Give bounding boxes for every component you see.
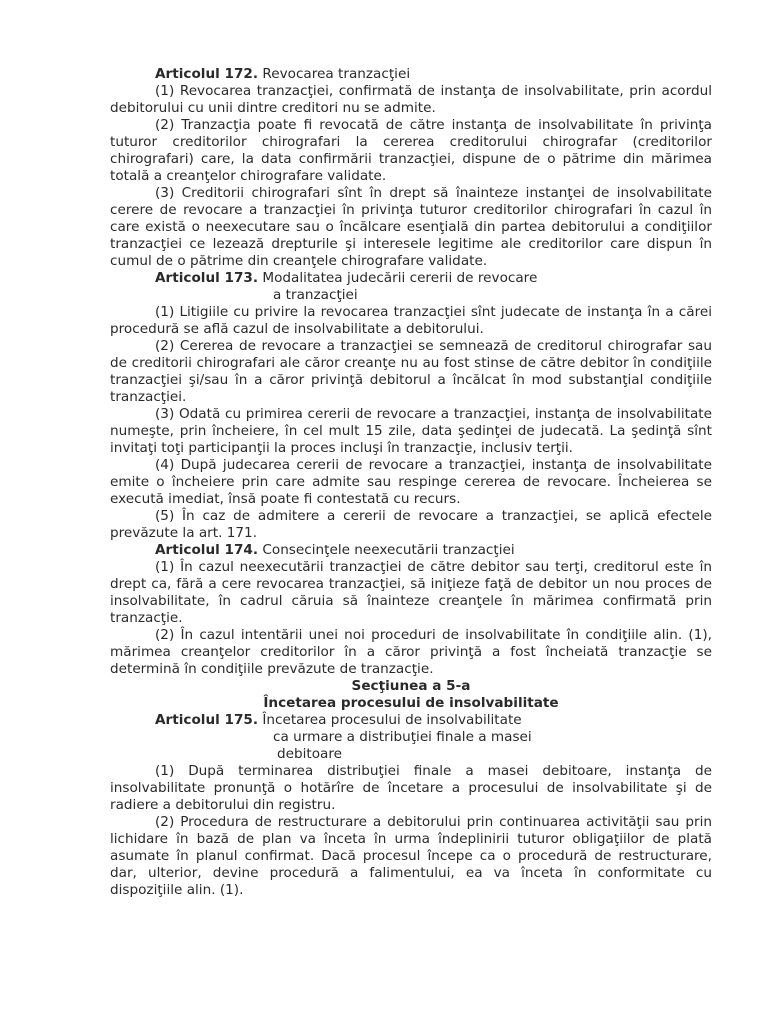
- article-173-title-continued: a tranzacţiei: [273, 287, 358, 303]
- article-172-paragraph-2: (2) Tranzacţia poate fi revocată de către instanţa de insolvabilitate în privinţa tuturor creditorilor chirografari la cererea creditorului chirografar (creditorilor chirografari) care, la data confirmării tranzacţiei, dispune de o pătrime din mărimea totală a creanţelor chirografare validate.: [110, 117, 712, 184]
- article-173-paragraph-5: (5) În caz de admitere a cererii de revocare a tranzacţiei, se aplică efectele prevăzute la art. 171.: [110, 508, 712, 541]
- article-172-paragraph-3: (3) Creditorii chirografari sînt în drept să înainteze instanţei de insolvabilitate cerere de revocare a tranzacţiei în privinţa tuturor creditorilor chirografari în cazul în care există o neexecutare sau o încălcare esenţială din partea debitorului a condiţiilor tranzacţiei ce lezează drepturile şi interesele legitime ale creditorilor care dispun în cumul de o pătrime din creanţele chirografare validate.: [110, 185, 712, 269]
- article-175-title-continued: ca urmare a distribuţiei finale a masei: [273, 729, 532, 745]
- article-174-paragraph-2: (2) În cazul intentării unei noi proceduri de insolvabilitate în condiţiile alin. (1), mărimea creanţelor creditorilor în a căror privinţă a fost încheiată tranzacţie se determină în condiţiile prevăzute de tranzacţie.: [110, 627, 712, 677]
- article-175-heading: [110, 712, 712, 729]
- section-number: Secţiunea a 5-a: [351, 678, 471, 694]
- article-175-label: Articolul 175.: [155, 712, 259, 728]
- article-172-label: Articolul 172.: [155, 66, 259, 82]
- article-172-heading: [110, 66, 712, 83]
- article-175-paragraph-2: (2) Procedura de restructurare a debitorului prin continuarea activităţii sau prin lichidare în bază de plan va înceta în urma îndeplinirii tuturor obligaţiilor de plată asumate în planul confirmat. Dacă procesul începe ca o procedură de restructurare, dar, ulterior, devine procedură a falimentului, ea va înceta în conformitate cu dispoziţiile alin. (1).: [110, 814, 712, 898]
- document-page: [110, 66, 712, 899]
- article-175-title: Încetarea procesului de insolvabilitate: [258, 712, 522, 728]
- article-173-title: Modalitatea judecării cererii de revocare: [258, 270, 538, 286]
- article-173-paragraph-2: (2) Cererea de revocare a tranzacţiei se semnează de creditorul chirografar sau de creditorii chirografari ale căror creanţe nu au fost stinse de către debitor în condiţiile tranzacţiei şi/sau în a căror privinţă debitorul a încălcat în mod substanţial condiţiile tranzacţiei.: [110, 338, 712, 405]
- article-174-label: Articolul 174.: [155, 542, 259, 558]
- article-172-title: Revocarea tranzacţiei: [258, 66, 411, 82]
- article-172-paragraph-1: (1) Revocarea tranzacţiei, confirmată de instanţa de insolvabilitate, prin acordul debitorului cu unii dintre creditori nu se admite.: [110, 83, 712, 116]
- article-173-paragraph-4: (4) După judecarea cererii de revocare a tranzacţiei, instanţa de insolvabilitate emite o încheiere prin care admite sau respinge cererea de revocare. Încheierea se execută imediat, însă poate fi contestată cu recurs.: [110, 457, 712, 507]
- article-174-heading: [110, 542, 712, 559]
- article-174-title: Consecinţele neexecutării tranzacţiei: [258, 542, 515, 558]
- article-173-paragraph-1: (1) Litigiile cu privire la revocarea tranzacţiei sînt judecate de instanţa în a cărei procedură se află cazul de insolvabilitate a debitorului.: [110, 304, 712, 337]
- article-175-paragraph-1: (1) După terminarea distribuţiei finale a masei debitoare, instanţa de insolvabilitate pronunţă o hotărîre de încetare a procesului de insolvabilitate şi de radiere a debitorului din registru.: [110, 763, 712, 813]
- article-175-title-continued-2: debitoare: [277, 746, 343, 762]
- article-173-label: Articolul 173.: [155, 270, 259, 286]
- article-174-paragraph-1: (1) În cazul neexecutării tranzacţiei de către debitor sau terţi, creditorul este în drept ca, fără a cere revocarea tranzacţiei, să iniţieze faţă de debitor un nou proces de insolvabilitate, în cadrul căruia să înainteze creanţele în mărimea confirmată prin tranzacţie.: [110, 559, 712, 626]
- article-173-paragraph-3: (3) Odată cu primirea cererii de revocare a tranzacţiei, instanţa de insolvabilitate numeşte, prin încheiere, în cel mult 15 zile, data şedinţei de judecată. La şedinţă sînt invitaţi toţi participanţii la proces incluşi în tranzacţie, inclusiv terţii.: [110, 406, 712, 456]
- section-title: Încetarea procesului de insolvabilitate: [263, 695, 559, 711]
- article-173-heading: [110, 270, 712, 287]
